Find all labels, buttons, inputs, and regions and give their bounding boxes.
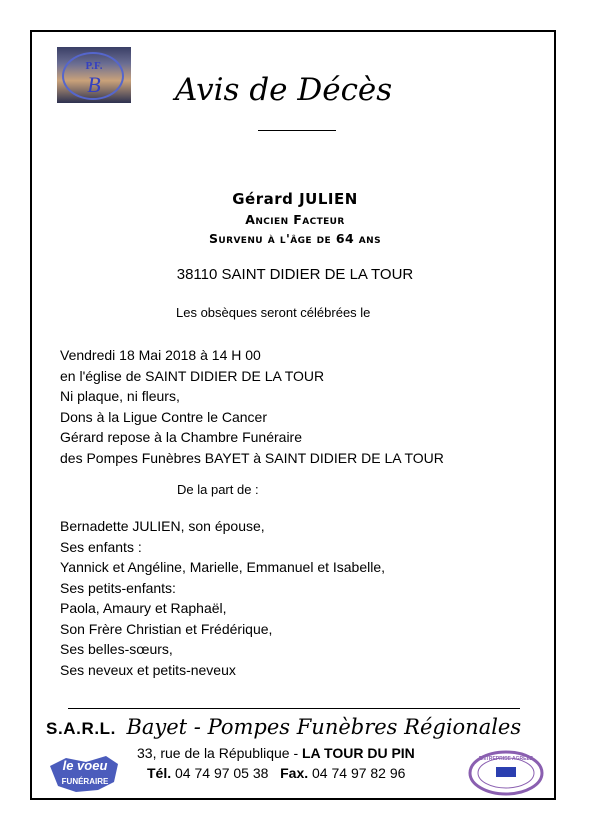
details-line: Dons à la Ligue Contre le Cancer — [60, 408, 268, 425]
left-logo-text: le voeu — [62, 758, 108, 773]
company-contact — [147, 765, 405, 781]
details-line: en l'église de SAINT DIDIER DE LA TOUR — [60, 367, 325, 384]
company-type: S.A.R.L. — [46, 719, 116, 738]
family-line: Ses petits-enfants: — [60, 579, 176, 596]
tel-label: Tél. — [147, 765, 172, 781]
badge-text: ENTREPRISE AGRÉÉE — [478, 756, 534, 762]
funeral-intro: Les obsèques seront célébrées le — [176, 305, 371, 320]
footer-divider — [68, 708, 520, 709]
deceased-name: Gérard JULIEN — [232, 190, 358, 208]
deceased-occupation: Ancien Facteur — [245, 212, 345, 227]
details-line: Vendredi 18 Mai 2018 à 14 H 00 — [60, 347, 261, 363]
family-line: Ses enfants : — [60, 538, 142, 555]
family-line: Paola, Amaury et Raphaël, — [60, 600, 227, 616]
from-label: De la part de : — [177, 482, 259, 497]
family-line: Ses neveux et petits-neveux — [60, 661, 236, 678]
company-name: Bayet - Pompes Funèbres Régionales — [126, 715, 522, 739]
pf-logo-text: P.F. — [85, 60, 103, 72]
pf-logo-letter: B — [87, 72, 101, 97]
le-voeu-funeraire-logo — [46, 752, 124, 794]
fax-label: Fax. — [280, 765, 309, 781]
address-city: LA TOUR DU PIN — [302, 745, 415, 761]
deceased-city: 38110 SAINT DIDIER DE LA TOUR — [176, 266, 414, 283]
fax-number: 04 74 97 82 96 — [308, 765, 406, 781]
family-line: Bernadette JULIEN, son épouse, — [60, 518, 265, 534]
details-line: des Pompes Funèbres BAYET à SAINT DIDIER DE LA TOUR — [60, 449, 444, 466]
left-logo-subtext: FUNÉRAIRE — [61, 777, 109, 786]
deceased-age: Survenu à l'âge de 64 ans — [209, 231, 381, 246]
family-line: Yannick et Angéline, Marielle, Emmanuel et Isabelle, — [60, 559, 386, 575]
tel-number: 04 74 97 05 38 — [171, 765, 269, 781]
family-line: Son Frère Christian et Frédérique, — [60, 620, 273, 637]
company-address — [137, 745, 415, 761]
family-line: Ses belles-sœurs, — [60, 641, 173, 657]
notice-title: Avis de Décès — [175, 72, 393, 108]
family-list — [60, 516, 385, 680]
company-line — [46, 715, 521, 739]
funeral-details — [60, 345, 444, 468]
address-street: 33, rue de la République - — [137, 745, 302, 761]
entreprise-agreee-badge — [468, 750, 544, 796]
title-divider — [258, 130, 336, 131]
details-line: Gérard repose à la Chambre Funéraire — [60, 429, 303, 445]
details-line: Ni plaque, ni fleurs, — [60, 388, 180, 404]
